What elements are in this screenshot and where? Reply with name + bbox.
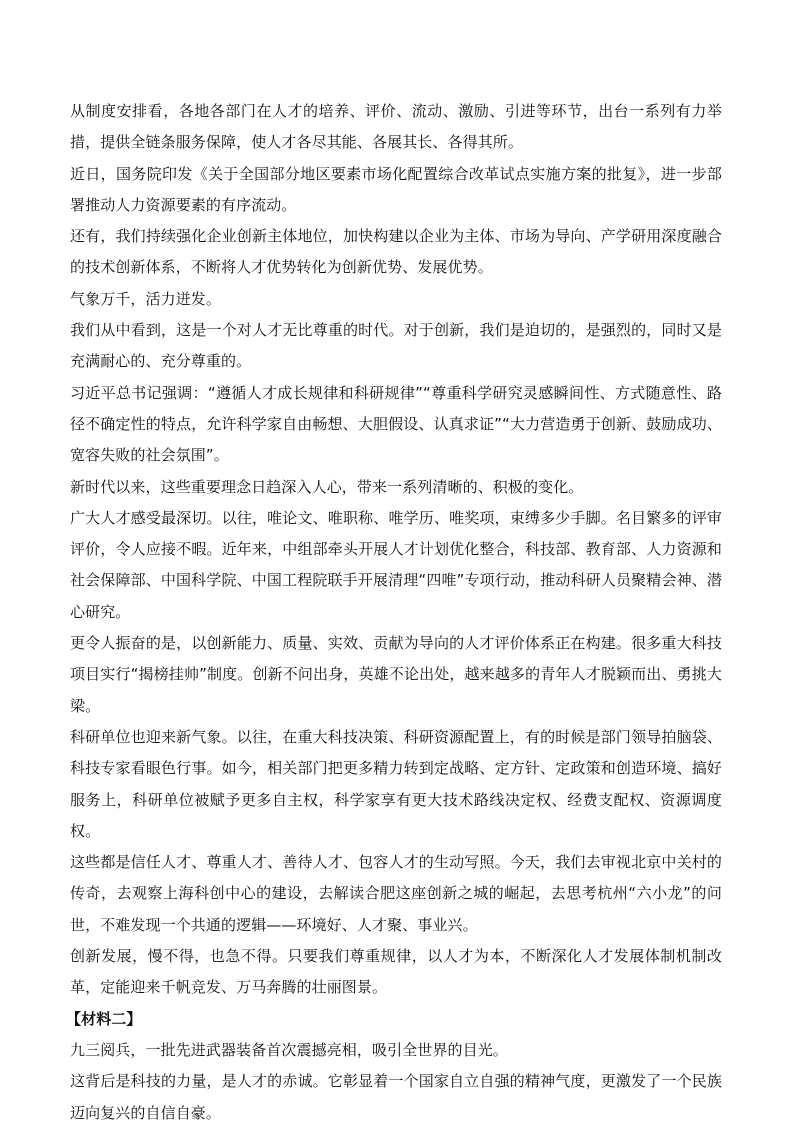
paragraph-quote: 习近平总书记强调：“遵循人才成长规律和科研规律”“尊重科学研究灵感瞬间性、方式随意性、路径不确定性的特点，允许科学家自由畅想、大胆假设、认真求证”“大力营造勇于创新、鼓励成功、宽容失败的社会氛围”。 — [70, 383, 722, 465]
paragraph-enterprise-innovation: 还有，我们持续强化企业创新主体地位，加快构建以企业为主体、市场为导向、产学研用深度融合的技术创新体系，不断将人才优势转化为创新优势、发展优势。 — [70, 227, 722, 277]
document-page — [66, 96, 722, 1129]
paragraph-common-logic: 这些都是信任人才、尊重人才、善待人才、包容人才的生动写照。今天，我们去审视北京中关村的传奇，去观察上海科创中心的建设，去解读合肥这座创新之城的崛起，去思考杭州“六小龙”的问世，不难发现一个共通的逻辑——环境好、人才聚、事业兴。 — [70, 853, 722, 934]
paragraph-system-arrangement: 从制度安排看，各地各部门在人才的培养、评价、流动、激励、引进等环节，出台一系列有力举措，提供全链条服务保障，使人才各尽其能、各展其长、各得其所。 — [70, 102, 722, 152]
paragraph-tech-power: 这背后是科技的力量，是人才的赤诚。它彰显着一个国家自立自强的精神气度，更激发了一个民族迈向复兴的自信自豪。 — [70, 1072, 722, 1122]
paragraph-talent-feelings: 广大人才感受最深切。以往，唯论文、唯职称、唯学历、唯奖项，束缚多少手脚。名目繁多的评审评价，令人应接不暇。近年来，中组部牵头开展人才计划优化整合，科技部、教育部、人力资源和社会保障部、中国科学院、中国工程院联手开展清理“四唯”专项行动，推动科研人员聚精会神、潜心研究。 — [70, 508, 722, 621]
paragraph-state-council: 近日，国务院印发《关于全国部分地区要素市场化配置综合改革试点实施方案的批复》，进一步部署推动人力资源要素的有序流动。 — [70, 164, 722, 214]
paragraph-parade: 九三阅兵，一批先进武器装备首次震撼亮相，吸引全世界的目光。 — [70, 1040, 508, 1059]
paragraph-research-units: 科研单位也迎来新气象。以往，在重大科技决策、科研资源配置上，有的时候是部门领导拍脑袋、科技专家看眼色行事。如今，相关部门把更多精力转到定战略、定方针、定政策和创造环境、搞好服务上，科研单位被赋予更多自主权，科学家享有更大技术路线决定权、经费支配权、资源调度权。 — [70, 727, 722, 840]
paragraph-evaluation-system: 更令人振奋的是，以创新能力、质量、实效、贡献为导向的人才评价体系正在构建。很多重大科技项目实行“揭榜挂帅”制度。创新不问出身，英雄不论出处，越来越多的青年人才脱颖而出、勇挑大梁。 — [70, 634, 722, 715]
paragraph-respect-era: 我们从中看到，这是一个对人才无比尊重的时代。对于创新，我们是迫切的，是强烈的，同时又是充满耐心的、充分尊重的。 — [70, 321, 722, 371]
paragraph-new-era: 新时代以来，这些重要理念日趋深入人心，带来一系列清晰的、积极的变化。 — [70, 477, 584, 496]
paragraph-innovation-development: 创新发展，慢不得，也急不得。只要我们尊重规律，以人才为本，不断深化人才发展体制机制改革，定能迎来千帆竞发、万马奔腾的壮丽图景。 — [70, 947, 722, 997]
section-heading-material-two: 【材料二】 — [66, 1009, 142, 1028]
paragraph-vitality: 气象万千，活力迸发。 — [70, 289, 222, 308]
